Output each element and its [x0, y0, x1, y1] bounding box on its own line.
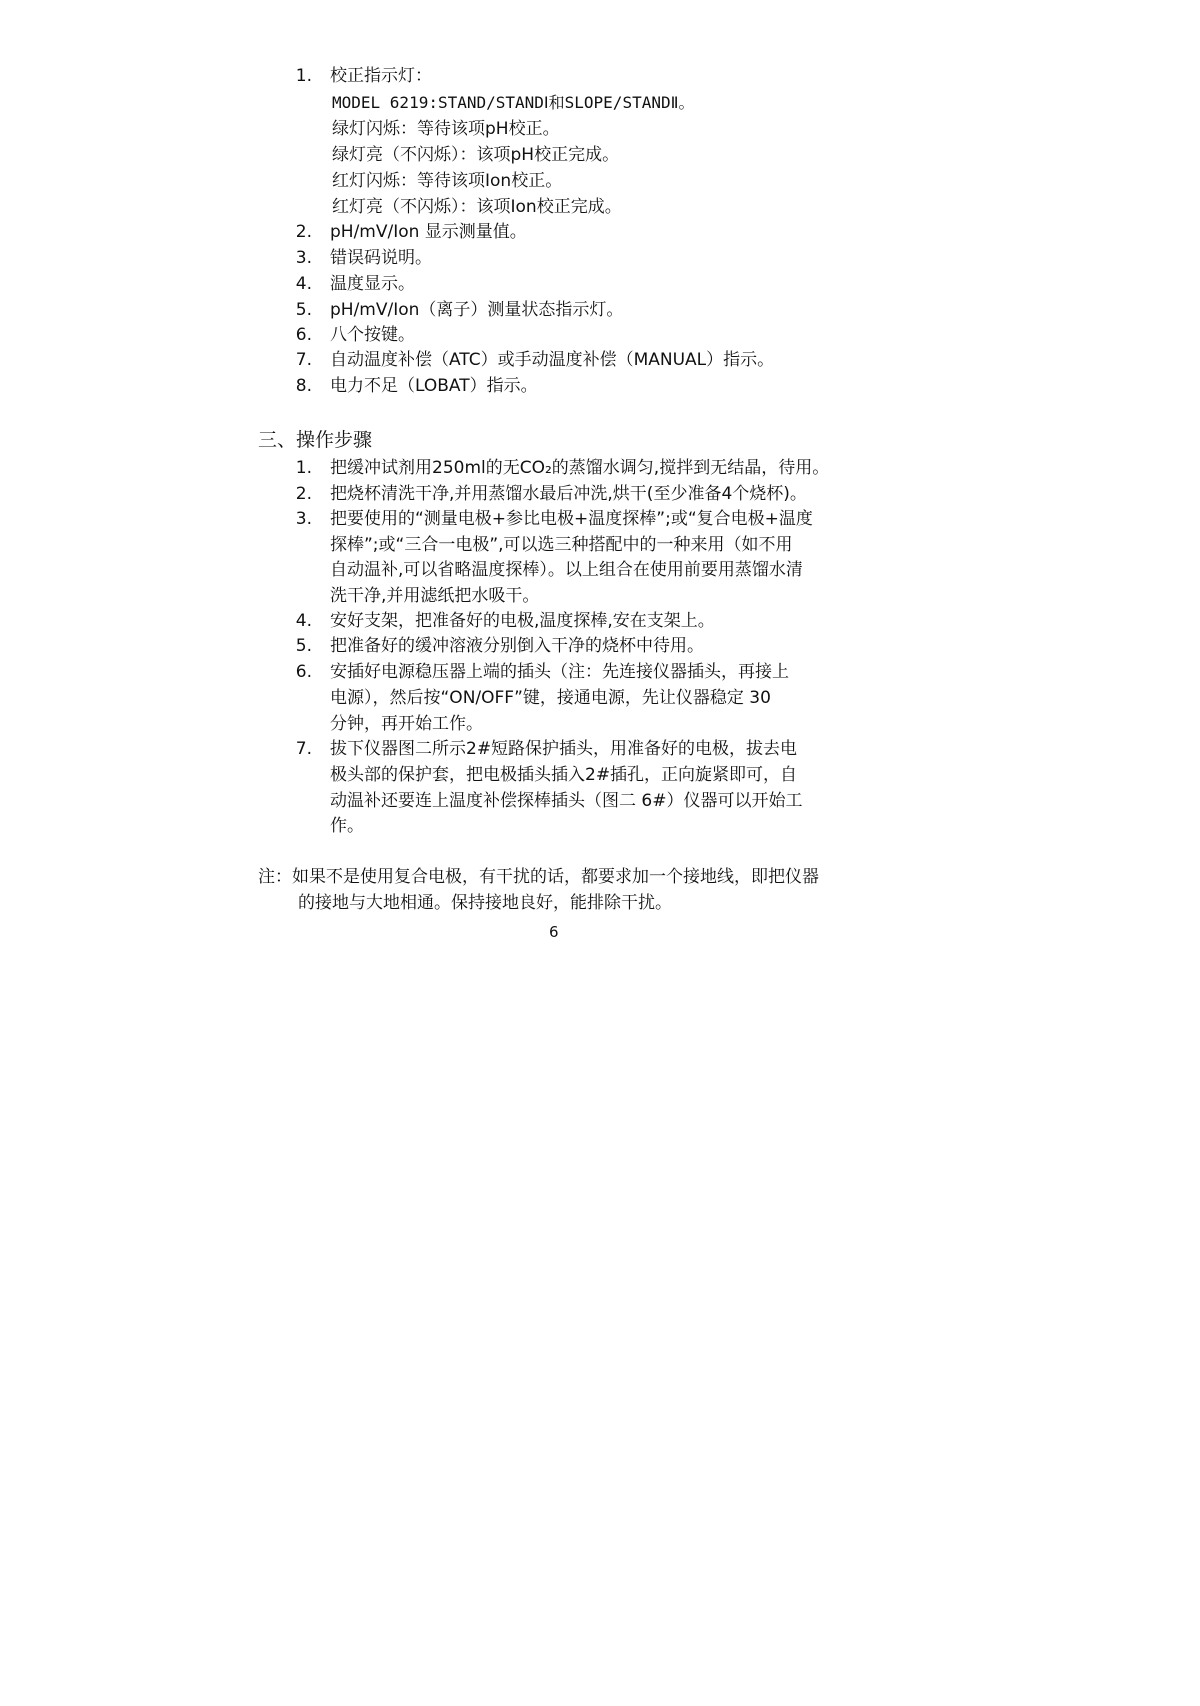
list-item-number: 8. [295, 376, 312, 396]
list-item-number: 6. [295, 662, 312, 682]
list-item-text: 安好支架，把准备好的电极,温度探棒,安在支架上。 [330, 611, 715, 631]
list-item-text: pH/mV/Ion（离子）测量状态指示灯。 [330, 300, 624, 320]
list-item-text: 作。 [330, 816, 364, 836]
note-text: 的接地与大地相通。保持接地良好，能排除干扰。 [298, 893, 672, 913]
page-number: 6 [549, 923, 559, 941]
list-item-text: 红灯闪烁：等待该项Ion校正。 [332, 171, 563, 191]
list-item-text: 把准备好的缓冲溶液分别倒入干净的烧杯中待用。 [330, 636, 704, 656]
list-item-text: 绿灯闪烁：等待该项pH校正。 [332, 119, 560, 139]
list-item-number: 7. [295, 739, 312, 759]
list-item-number: 3. [295, 509, 312, 529]
list-item-number: 2. [295, 484, 312, 504]
list-item-text: 安插好电源稳压器上端的插头（注：先连接仪器插头，再接上 [330, 662, 789, 682]
list-item-text: 拔下仪器图二所示2#短路保护插头，用准备好的电极，拔去电 [330, 739, 798, 759]
list-item-text: 校正指示灯： [330, 66, 432, 86]
list-item-text: 洗干净,并用滤纸把水吸干。 [330, 586, 540, 606]
list-item-text: 探棒”;或“三合一电极”,可以选三种搭配中的一种来用（如不用 [330, 535, 793, 555]
list-item-text: 极头部的保护套，把电极插头插入2#插孔，正向旋紧即可，自 [330, 765, 798, 785]
list-item-number: 2. [295, 222, 312, 242]
list-item-number: 4. [295, 611, 312, 631]
list-item-number: 7. [295, 350, 312, 370]
list-item-text: 温度显示。 [330, 274, 415, 294]
list-item-number: 6. [295, 325, 312, 345]
list-item-text: 分钟，再开始工作。 [330, 714, 483, 734]
list-item-text: 八个按键。 [330, 325, 415, 345]
list-item-text: 电力不足（LOBAT）指示。 [330, 376, 538, 396]
section-heading: 三、操作步骤 [258, 429, 373, 451]
list-item-text: 电源），然后按“ON/OFF”键，接通电源，先让仪器稳定 30 [330, 688, 771, 708]
list-item-number: 4. [295, 274, 312, 294]
list-item-text: 把要使用的“测量电极+参比电极+温度探棒”;或“复合电极+温度 [330, 509, 813, 529]
list-item-number: 1. [295, 458, 312, 478]
list-item-number: 5. [295, 300, 312, 320]
list-item-text: 绿灯亮（不闪烁）：该项pH校正完成。 [332, 145, 620, 165]
list-item-text: 动温补还要连上温度补偿探棒插头（图二 6#）仪器可以开始工 [330, 791, 803, 811]
list-item-text: 红灯亮（不闪烁）：该项Ion校正完成。 [332, 197, 622, 217]
list-item-text: 把缓冲试剂用250ml的无CO₂的蒸馏水调匀,搅拌到无结晶，待用。 [330, 458, 830, 478]
list-item-text: 自动温补,可以省略温度探棒）。以上组合在使用前要用蒸馏水清 [330, 560, 803, 580]
list-item-text: 自动温度补偿（ATC）或手动温度补偿（MANUAL）指示。 [330, 350, 775, 370]
note-text: 注：如果不是使用复合电极，有干扰的话，都要求加一个接地线，即把仪器 [258, 867, 819, 887]
list-item-text: 错误码说明。 [330, 248, 432, 268]
list-item-text: pH/mV/Ion 显示测量值。 [330, 222, 527, 242]
list-item-number: 5. [295, 636, 312, 656]
list-item-text: MODEL 6219:STAND/STANDⅠ和SLOPE/STANDⅡ。 [332, 93, 695, 112]
list-item-number: 1. [295, 66, 312, 86]
list-item-text: 把烧杯清洗干净,并用蒸馏水最后冲洗,烘干(至少准备4个烧杯)。 [330, 484, 807, 504]
list-item-number: 3. [295, 248, 312, 268]
